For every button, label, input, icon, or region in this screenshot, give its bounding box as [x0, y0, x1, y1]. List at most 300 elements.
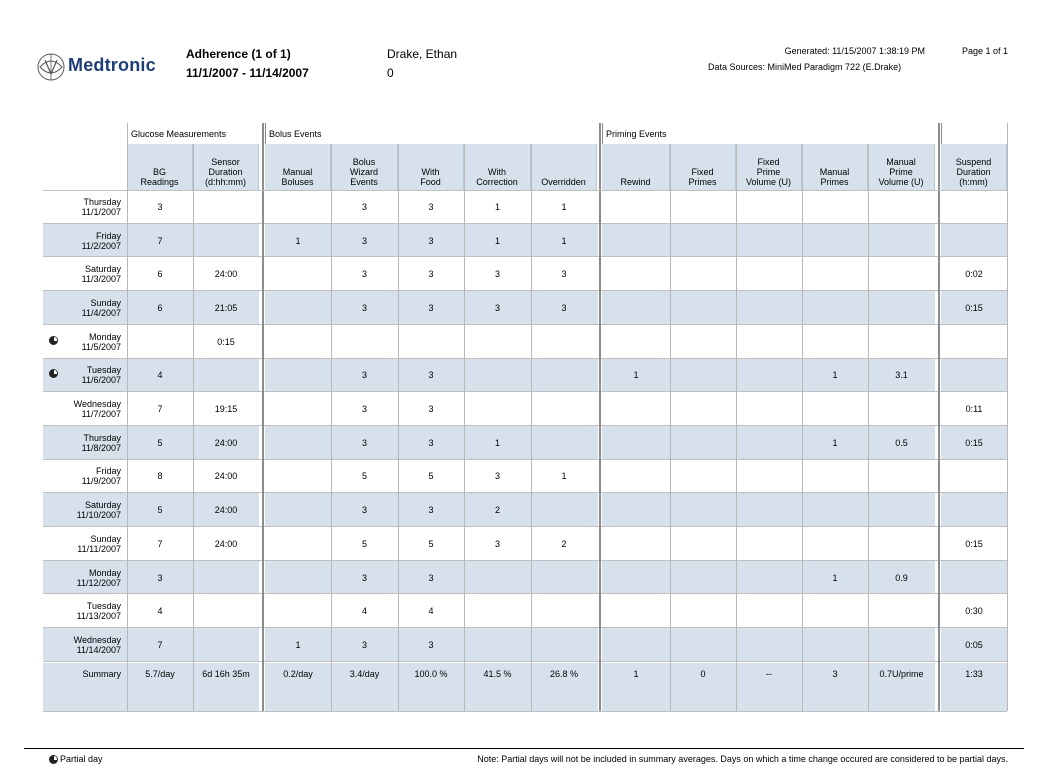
row-date [43, 628, 127, 662]
column-header [802, 144, 868, 190]
table-cell [868, 224, 935, 258]
table-cell: 3 [428, 302, 434, 313]
table-cell: 1 [494, 201, 500, 212]
row-date-text [77, 568, 121, 588]
table-cell [464, 325, 531, 359]
table-cell [398, 325, 464, 359]
table-cell: 1 [561, 201, 567, 212]
table-cell [670, 460, 736, 494]
table-cell: 6 [157, 302, 163, 313]
table-cell [736, 325, 802, 359]
row-date-label: 11/3/2007 [81, 274, 121, 285]
table-cell [670, 594, 736, 628]
row-day-label: Friday [95, 230, 121, 241]
table-cell: 5 [428, 538, 434, 549]
table-cell: 3 [428, 201, 434, 212]
table-cell: 1 [494, 437, 500, 448]
row-date-text [82, 231, 121, 251]
summary-cell: 100.0 % [414, 669, 448, 679]
table-cell [602, 257, 670, 291]
table-cell: 3 [494, 471, 500, 482]
row-day-label: Saturday [84, 264, 121, 275]
table-cell: 1 [832, 572, 838, 583]
table-cell: 4 [157, 606, 163, 617]
table-cell [265, 291, 331, 325]
table-cell [736, 291, 802, 325]
table-cell: 0:15 [965, 538, 983, 549]
summary-cell: 1:33 [965, 669, 983, 679]
table-cell: 1 [633, 370, 639, 381]
table-cell [464, 594, 531, 628]
table-cell [602, 493, 670, 527]
table-cell [670, 426, 736, 460]
table-cell [531, 426, 597, 460]
data-sources: Data Sources: MiniMed Paradigm 722 (E.Drake) [708, 62, 902, 72]
column-divider [331, 144, 332, 711]
table-cell [265, 561, 331, 595]
table-cell: 0:15 [965, 302, 983, 313]
table-cell [265, 426, 331, 460]
group-bolus-events: Bolus Events [265, 123, 598, 144]
table-cell [736, 392, 802, 426]
table-cell [868, 594, 935, 628]
table-cell: 1 [295, 639, 301, 650]
row-day-label: Saturday [84, 500, 121, 511]
table-cell: 24:00 [214, 437, 238, 448]
row-date-text [82, 197, 121, 217]
table-cell [736, 190, 802, 224]
table-cell [670, 291, 736, 325]
column-header-label: BG Readings [140, 167, 179, 187]
table-cell: 1 [832, 437, 838, 448]
table-cell [868, 527, 935, 561]
row-date-text [77, 534, 121, 554]
table-cell: 7 [157, 639, 163, 650]
table-cell [602, 190, 670, 224]
row-date-text [82, 466, 121, 486]
table-cell: 3 [361, 269, 367, 280]
table-cell [802, 190, 868, 224]
patient-name: Drake, Ethan [387, 47, 458, 61]
table-cell [802, 493, 868, 527]
table-cell: 24:00 [214, 269, 238, 280]
table-cell [193, 594, 259, 628]
table-cell: 3 [428, 437, 434, 448]
column-header [127, 144, 193, 190]
table-cell [602, 460, 670, 494]
table-cell: 0:15 [965, 437, 983, 448]
medtronic-logo-icon [36, 52, 66, 82]
legend-partial-day: Partial day [60, 754, 103, 764]
column-header-label: Overridden [541, 177, 586, 187]
table-cell: 3 [494, 538, 500, 549]
table-cell: 4 [361, 606, 367, 617]
row-date-text [82, 433, 121, 453]
table-cell: 3 [494, 269, 500, 280]
table-cell [602, 291, 670, 325]
column-header [868, 144, 935, 190]
row-day-label: Tuesday [86, 365, 121, 376]
table-cell: 3 [428, 235, 434, 246]
column-divider [464, 144, 465, 711]
table-cell [464, 628, 531, 662]
table-cell: 0.9 [895, 572, 908, 583]
report-title: Adherence (1 of 1) [186, 47, 291, 61]
row-date [43, 527, 127, 561]
table-cell: 3 [428, 404, 434, 415]
header-top-line [43, 190, 1007, 191]
table-cell: 0:30 [965, 606, 983, 617]
table-cell [265, 527, 331, 561]
column-header [265, 144, 331, 190]
table-cell [802, 628, 868, 662]
table-cell [868, 291, 935, 325]
table-cell: 3 [361, 370, 367, 381]
row-date-label: 11/8/2007 [81, 442, 121, 453]
table-cell [941, 359, 1007, 393]
summary-cell: 3.4/day [349, 669, 380, 679]
table-cell: 4 [428, 606, 434, 617]
table-cell: 3 [361, 505, 367, 516]
table-cell [265, 325, 331, 359]
table-cell [265, 257, 331, 291]
row-date-label: 11/5/2007 [81, 341, 121, 352]
summary-label: Summary [82, 669, 121, 679]
table-cell [265, 190, 331, 224]
column-header [531, 144, 597, 190]
table-cell [736, 460, 802, 494]
row-date [43, 493, 127, 527]
table-cell: 0:02 [965, 269, 983, 280]
table-cell: 3 [361, 302, 367, 313]
table-cell [868, 190, 935, 224]
table-cell [670, 359, 736, 393]
table-cell: 5 [157, 505, 163, 516]
summary-cell: 26.8 % [549, 669, 579, 679]
row-date [43, 460, 127, 494]
table-cell: 2 [494, 505, 500, 516]
group-separator [938, 123, 940, 711]
row-date-text [82, 332, 121, 352]
row-date-text [74, 399, 121, 419]
table-cell [127, 325, 193, 359]
brand-name: Medtronic [68, 55, 156, 75]
table-cell [531, 493, 597, 527]
summary-cell: 5.7/day [145, 669, 175, 679]
table-cell [736, 359, 802, 393]
column-divider [1007, 123, 1008, 711]
table-cell [802, 325, 868, 359]
row-day-label: Monday [88, 331, 121, 342]
table-cell: 1 [561, 471, 567, 482]
table-cell: 3 [361, 437, 367, 448]
table-cell: 0:05 [965, 639, 983, 650]
table-cell [941, 224, 1007, 258]
table-cell [464, 392, 531, 426]
table-cell [670, 257, 736, 291]
table-cell [265, 594, 331, 628]
table-cell: 7 [157, 235, 163, 246]
row-day-label: Thursday [83, 196, 121, 207]
table-cell [941, 190, 1007, 224]
row-date-label: 11/10/2007 [76, 510, 121, 521]
row-date-label: 11/2/2007 [81, 240, 121, 251]
column-divider [127, 123, 128, 144]
column-divider [670, 144, 671, 711]
table-cell [802, 594, 868, 628]
table-cell: 24:00 [214, 538, 238, 549]
table-cell [531, 392, 597, 426]
table-cell [802, 392, 868, 426]
column-header [670, 144, 736, 190]
table-cell [670, 493, 736, 527]
row-day-label: Friday [95, 466, 121, 477]
column-divider [736, 144, 737, 711]
row-date [43, 561, 127, 595]
row-date-text [82, 365, 121, 385]
partial-day-icon [49, 755, 58, 764]
row-date [43, 257, 127, 291]
table-cell [736, 426, 802, 460]
row-date [43, 291, 127, 325]
table-cell [670, 392, 736, 426]
column-header-label: With Correction [476, 167, 518, 187]
table-cell: 1 [832, 370, 838, 381]
row-date [43, 594, 127, 628]
table-cell [193, 628, 259, 662]
table-cell: 3 [428, 370, 434, 381]
table-cell: 3 [428, 639, 434, 650]
table-cell [868, 628, 935, 662]
column-header-label: Manual Prime Volume (U) [878, 157, 924, 187]
column-header [331, 144, 398, 190]
row-date [43, 190, 127, 224]
column-divider [127, 144, 128, 711]
group-separator [262, 123, 264, 711]
table-cell [602, 325, 670, 359]
table-cell [464, 359, 531, 393]
summary-cell: 0 [700, 669, 706, 679]
table-cell [802, 257, 868, 291]
row-date-text [77, 500, 121, 520]
row-date-label: 11/1/2007 [81, 206, 121, 217]
row-date-text [74, 635, 121, 655]
row-date-text [77, 601, 121, 621]
row-date-text [82, 298, 121, 318]
row-date [43, 224, 127, 258]
row-date-text [82, 264, 121, 284]
column-header-label: With Food [420, 167, 441, 187]
table-cell [736, 527, 802, 561]
table-cell: 3 [561, 302, 567, 313]
column-header-label: Suspend Duration (h:mm) [955, 157, 992, 187]
table-cell [193, 561, 259, 595]
table-cell: 3.1 [895, 370, 908, 381]
row-day-label: Monday [88, 567, 121, 578]
group-priming-events: Priming Events [602, 123, 935, 144]
table-cell: 5 [361, 538, 367, 549]
footer-divider [24, 748, 1024, 749]
row-date-label: 11/11/2007 [77, 543, 121, 554]
table-cell: 24:00 [214, 505, 238, 516]
table-cell [670, 561, 736, 595]
table-cell [193, 359, 259, 393]
table-cell: 0.5 [895, 437, 908, 448]
table-cell: 3 [361, 572, 367, 583]
table-cell [802, 224, 868, 258]
column-header-label: Rewind [620, 177, 651, 187]
table-cell [736, 594, 802, 628]
table-cell [531, 359, 597, 393]
table-cell [265, 460, 331, 494]
table-cell [602, 561, 670, 595]
column-divider [868, 144, 869, 711]
column-header [193, 144, 259, 190]
table-cell [868, 493, 935, 527]
summary-bottom-line [43, 711, 1007, 712]
table-cell [602, 392, 670, 426]
table-cell: 0:15 [217, 336, 235, 347]
table-cell: 24:00 [214, 471, 238, 482]
table-cell [736, 257, 802, 291]
table-cell: 1 [295, 235, 301, 246]
table-cell [531, 628, 597, 662]
table-cell [464, 561, 531, 595]
table-cell [941, 561, 1007, 595]
table-cell: 5 [428, 471, 434, 482]
group-separator [599, 123, 601, 711]
table-cell: 3 [561, 269, 567, 280]
table-cell: 4 [157, 370, 163, 381]
row-day-label: Sunday [90, 297, 121, 308]
table-cell [670, 628, 736, 662]
summary-cell: 1 [633, 669, 639, 679]
table-cell [736, 561, 802, 595]
table-cell: 6 [157, 269, 163, 280]
row-day-label: Wednesday [73, 634, 121, 645]
summary-top-line [43, 661, 1007, 662]
table-cell: 0:11 [965, 404, 983, 415]
table-cell [602, 426, 670, 460]
table-cell: 1 [561, 235, 567, 246]
table-cell: 3 [361, 404, 367, 415]
footer-note: Note: Partial days will not be included in summary averages. Days on which a time change occured are considered to be partial days. [477, 754, 1008, 764]
table-cell: 3 [361, 201, 367, 212]
column-header-label: Sensor Duration (d:hh:mm) [204, 157, 246, 187]
row-date [43, 426, 127, 460]
table-cell: 5 [157, 437, 163, 448]
summary-cell: 0.2/day [283, 669, 313, 679]
column-header-label: Fixed Prime Volume (U) [745, 157, 791, 187]
table-cell [602, 594, 670, 628]
table-cell [802, 527, 868, 561]
table-cell: 3 [361, 639, 367, 650]
row-day-label: Thursday [83, 432, 121, 443]
table-cell: 7 [157, 538, 163, 549]
table-cell: 3 [361, 235, 367, 246]
table-cell [331, 325, 398, 359]
table-cell [193, 190, 259, 224]
table-cell: 3 [494, 302, 500, 313]
column-header [941, 144, 1007, 190]
column-header [736, 144, 802, 190]
summary-cell: 41.5 % [483, 669, 512, 679]
summary-cell: 0.7U/prime [879, 669, 924, 679]
table-cell [670, 190, 736, 224]
table-cell [531, 561, 597, 595]
column-divider [531, 144, 532, 711]
table-cell: 3 [428, 572, 434, 583]
row-date-label: 11/12/2007 [76, 577, 121, 588]
table-cell [802, 460, 868, 494]
table-cell [868, 257, 935, 291]
table-cell [736, 628, 802, 662]
table-cell [941, 460, 1007, 494]
table-cell [736, 224, 802, 258]
table-cell: 1 [494, 235, 500, 246]
row-day-label: Tuesday [86, 601, 121, 612]
report-date-range: 11/1/2007 - 11/14/2007 [186, 66, 309, 80]
table-cell [868, 460, 935, 494]
table-cell [531, 325, 597, 359]
table-cell: 3 [157, 201, 163, 212]
column-header-label: Manual Primes [819, 167, 850, 187]
table-cell: 2 [561, 538, 567, 549]
row-date-label: 11/6/2007 [81, 375, 121, 386]
column-header-label: Manual Boluses [281, 167, 314, 187]
group-glucose-measurements: Glucose Measurements [127, 123, 259, 144]
table-cell: 7 [157, 404, 163, 415]
table-cell [265, 392, 331, 426]
row-day-label: Wednesday [73, 399, 121, 410]
table-cell [670, 224, 736, 258]
table-cell: 5 [361, 471, 367, 482]
column-header [464, 144, 531, 190]
page-number: Page 1 of 1 [961, 46, 1008, 56]
summary-cell: 3 [832, 669, 838, 679]
table-cell [670, 325, 736, 359]
table-cell [265, 493, 331, 527]
partial-day-icon [49, 336, 58, 345]
row-day-label: Sunday [90, 533, 121, 544]
table-cell [602, 224, 670, 258]
column-header-label: Bolus Wizard Events [349, 157, 378, 187]
column-header-label: Fixed Primes [688, 167, 717, 187]
column-divider [398, 144, 399, 711]
table-cell [193, 224, 259, 258]
row-date-label: 11/4/2007 [81, 307, 121, 318]
table-cell: 19:15 [214, 404, 238, 415]
summary-cell: 6d 16h 35m [202, 669, 250, 679]
table-cell [602, 527, 670, 561]
column-divider [802, 144, 803, 711]
table-cell [802, 291, 868, 325]
table-cell [941, 325, 1007, 359]
table-cell: 3 [428, 269, 434, 280]
table-cell [531, 594, 597, 628]
table-cell [868, 325, 935, 359]
column-divider [193, 144, 194, 711]
group-blank [941, 123, 1007, 144]
table-cell: 8 [157, 471, 163, 482]
row-date [43, 392, 127, 426]
row-date-label: 11/13/2007 [76, 611, 121, 622]
summary-cell: -- [766, 669, 772, 679]
row-date-label: 11/7/2007 [81, 409, 121, 420]
table-cell: 3 [157, 572, 163, 583]
table-cell: 3 [428, 505, 434, 516]
column-header [602, 144, 670, 190]
